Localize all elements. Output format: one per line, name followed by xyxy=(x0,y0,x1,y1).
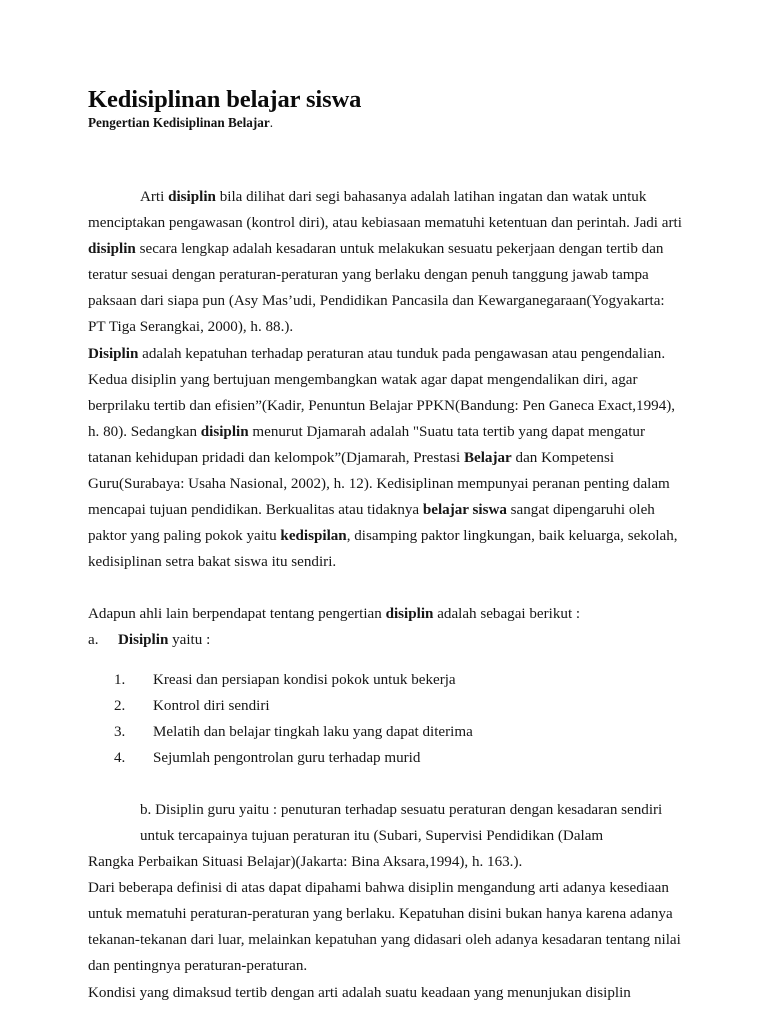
list-item-alpha-a-rest: yaitu : xyxy=(168,632,211,649)
list-item-3-text: Melatih dan belajar tingkah laku yang dapat diterima xyxy=(153,723,473,740)
document-content xyxy=(88,86,682,1006)
spacer-after-subtitle xyxy=(88,132,682,184)
list-marker-3: 3. xyxy=(114,723,126,740)
list-marker-1: 1. xyxy=(114,671,126,688)
paragraph-clipped-bottom: Kondisi yang dimaksud tertib dengan arti adalah suatu keadaan yang menunjukan disiplin xyxy=(88,984,631,1001)
document-subtitle xyxy=(88,115,682,132)
p2-seg-3: dan Kompetensi Guru(Surabaya: Usaha Nasional, 2002), h. 12). Kedisiplinan mempunyai peranan penting dalam mencapai tujuan pendidikan. Berkualitas atau tidaknya xyxy=(88,449,670,519)
p2-emphasis-disiplin-2: disiplin xyxy=(200,423,249,440)
document-subtitle-period: . xyxy=(269,115,273,131)
p1-seg-3: secara lengkap adalah kesadaran untuk melakukan sesuatu pekerjaan dengan tertib dan teratur sesuai dengan peraturan-peraturan yang berlaku dengan penuh tanggung jawab tampa paksaan dari siapa pun (Asy Mas’udi, Pendidikan Pancasila dan Kewarganegaraan(Yogyakarta: PT Tiga Serangkai, 2000), h. 88.). xyxy=(88,241,665,336)
page-title: Kedisiplinan belajar siswa xyxy=(88,86,362,113)
numbered-list xyxy=(88,667,682,771)
p1-emphasis-disiplin-1: disiplin xyxy=(168,188,216,205)
list-item-alpha-b xyxy=(88,797,682,849)
paragraph-intro-list xyxy=(88,601,682,627)
p2-emphasis-belajar: Belajar xyxy=(463,449,512,466)
p3-emphasis-disiplin: disiplin xyxy=(385,606,434,623)
list-item-alpha-b-continuation: Rangka Perbaikan Situasi Belajar)(Jakarta: Bina Aksara,1994), h. 163.). xyxy=(88,854,523,871)
p3-seg-2: adalah sebagai berikut : xyxy=(433,606,581,623)
p1-seg-2: bila dilihat dari segi bahasanya adalah latihan ingatan dan watak untuk menciptakan pengawasan (kontrol diri), atau kebiasaan mematuhi ketentuan dan perintah. Jadi arti xyxy=(88,188,682,232)
list-item xyxy=(88,745,682,771)
p2-seg-4: sangat dipengaruhi oleh paktor yang paling pokok yaitu xyxy=(88,502,655,545)
paragraph-conclusion: Dari beberapa definisi di atas dapat dipahami bahwa disiplin mengandung arti adanya kesediaan untuk mematuhi peraturan-peraturan yang berlaku. Kepatuhan disini bukan hanya karena adanya tekanan-tekanan dari luar, melainkan kepatuhan yang didasari oleh adanya kesadaran tentang nilai dan pentingnya peraturan-peraturan. xyxy=(88,880,681,975)
paragraph-definition-1 xyxy=(88,184,682,341)
list-marker-4: 4. xyxy=(114,749,126,766)
list-item-alpha-a xyxy=(88,627,682,653)
spacer-before-adapun xyxy=(88,575,682,601)
list-marker-2: 2. xyxy=(114,697,126,714)
p2-emphasis-belajar-siswa: belajar siswa xyxy=(422,502,507,519)
p2-emphasis-kedispilan: kedispilan xyxy=(280,528,347,545)
list-item xyxy=(88,693,682,719)
body-text xyxy=(88,184,682,1006)
list-item xyxy=(88,719,682,745)
list-marker-a: a. xyxy=(88,632,99,649)
p2-seg-2: menurut Djamarah adalah "Suatu tata tertib yang dapat mengatur tatanan kehidupan pridadi dan kelompok”(Djamarah, Prestasi xyxy=(88,423,645,466)
list-marker-b: b. xyxy=(140,801,152,818)
document-subtitle-bold: Pengertian Kedisiplinan Belajar xyxy=(88,115,270,131)
list-item-alpha-b-text: Disiplin guru yaitu : penuturan terhadap sesuatu peraturan dengan kesadaran sendiri untuk tercapainya tujuan peraturan itu (Subari, Supervisi Pendidikan (Dalam xyxy=(140,801,663,844)
p2-seg-1: adalah kepatuhan terhadap peraturan atau tunduk pada pengawasan atau pengendalian. Kedua disiplin yang bertujuan mengembangkan watak agar dapat mengendalikan diri, agar berprilaku tertib dan efisien”(Kadir, Penuntun Belajar PPKN(Bandung: Pen Ganeca Exact,1994), h. 80). Sedangkan xyxy=(88,345,676,440)
spacer-before-numbered-list xyxy=(88,654,682,667)
list-item-1-text: Kreasi dan persiapan kondisi pokok untuk bekerja xyxy=(153,671,456,688)
p1-emphasis-disiplin-2: disiplin xyxy=(88,241,136,258)
p2-emphasis-disiplin-lead: Disiplin xyxy=(88,345,139,362)
spacer-before-b-item xyxy=(88,771,682,797)
p3-seg-1: Adapun ahli lain berpendapat tentang pengertian xyxy=(88,606,386,623)
list-item xyxy=(88,667,682,693)
list-item-2-text: Kontrol diri sendiri xyxy=(153,697,270,714)
list-item-alpha-a-bold: Disiplin xyxy=(118,632,169,649)
list-item-alpha-a-text xyxy=(118,627,682,653)
p1-seg-1: Arti xyxy=(140,188,169,205)
paragraph-definition-2 xyxy=(88,341,682,576)
p2-seg-5: , disamping paktor lingkungan, baik keluarga, sekolah, kedisiplinan setra bakat siswa itu sendiri. xyxy=(88,528,678,571)
list-item-4-text: Sejumlah pengontrolan guru terhadap murid xyxy=(153,749,421,766)
